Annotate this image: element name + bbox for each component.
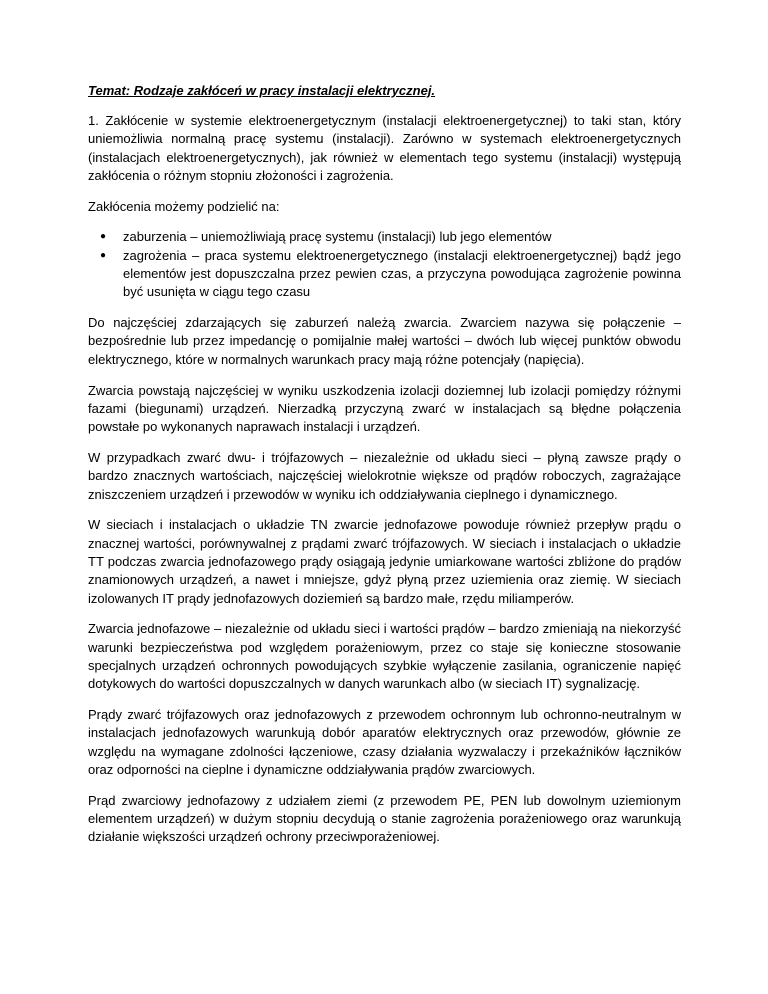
document-page [88, 82, 681, 859]
disturbance-types-list [88, 228, 681, 301]
list-item [88, 247, 681, 302]
paragraph-two-three-phase: W przypadkach zwarć dwu- i trójfazowych – niezależnie od układu sieci – płyną zawsze prądy o bardzo znacznych wartościach, najczęściej wielokrotnie większe od prądów roboczych, zagrażające zniszczeniem urządzeń i przewodów w wyniku ich oddziaływania cieplnego i dynamicznego. [88, 449, 681, 502]
paragraph-short-circuit-definition: Do najczęściej zdarzających się zaburzeń należą zwarcia. Zwarciem nazywa się połączenie – bezpośrednie lub przez impedancję o pomijalnie małej wartości – dwóch lub więcej punktów obwodu elektrycznego, które w normalnych warunkach pracy mają różne potencjały (napięcia). [88, 315, 681, 367]
paragraph-equipment-selection: Prądy zwarć trójfazowych oraz jednofazowych z przewodem ochronnym lub ochronno-neutralnym w instalacjach jednofazowych warunkują dobór aparatów elektrycznych oraz przewodów, głównie ze względu na wymagane zdolności łączeniowe, czasy działania wyzwalaczy i przekaźników łączników oraz odporności na cieplne i dynamiczne oddziaływania prądów zwarciowych. [88, 707, 681, 777]
paragraph-definition: 1. Zakłócenie w systemie elektroenergetycznym (instalacji elektroenergetycznej) to taki stan, który uniemożliwia normalną pracę systemu (instalacji). Zarówno w systemach elektroenergetycznych (instalacjach elektroenergetycznych), jak również w elementach tego systemu (instalacji) występują zakłócenia o różnym stopniu złożoności i zagrożenia. [88, 113, 681, 183]
paragraph-single-phase-safety: Zwarcia jednofazowe – niezależnie od układu sieci i wartości prądów – bardzo zmieniają na niekorzyść warunki bezpieczeństwa pod względem porażeniowym, przez co staje się konieczne stosowanie specjalnych urządzeń ochronnych powodujących szybkie wyłączenie zasilania, ograniczenie napięć dotykowych do wartości dopuszczalnych w danych warunkach albo (w sieciach IT) sygnalizację. [88, 621, 681, 692]
paragraph-network-systems: W sieciach i instalacjach o układzie TN zwarcie jednofazowe powoduje również przepływ prądu o znacznej wartości, porównywalnej z prądami zwarć trójfazowych. W sieciach i instalacjach o układzie TT podczas zwarcia jednofazowego prądy osiągają jedynie umiarkowane wartości zbliżone do prądów znamionowych urządzeń, a nawet i mniejsze, gdyż płyną przez uziemienia oraz ziemię. W sieciach izolowanych IT prądy jednofazowych doziemień są bardzo małe, rzędu miliamperów. [88, 517, 681, 606]
bullet-icon: ● [100, 231, 107, 243]
paragraph-earth-fault-current: Prąd zwarciowy jednofazowy z udziałem ziemi (z przewodem PE, PEN lub dowolnym uziemionym elementem urządzeń) w dużym stopniu decydują o stanie zagrożenia porażeniowego oraz warunkują działanie większości urządzeń ochrony przeciwporażeniowej. [88, 792, 681, 845]
list-item-text: zagrożenia – praca systemu elektroenergetycznego (instalacji elektroenergetycznej) bądź jego elementów jest dopuszczalna przez pewien czas, a przyczyna powodująca zagrożenie powinna być usunięta w ciągu tego czasu [123, 247, 681, 300]
list-item [88, 228, 681, 246]
document-title: Temat: Rodzaje zakłóceń w pracy instalacji elektrycznej. [88, 83, 436, 98]
bullet-icon: ● [100, 249, 107, 261]
list-item-text: zaburzenia – uniemożliwiają pracę systemu (instalacji) lub jego elementów [123, 229, 552, 245]
paragraph-list-intro: Zakłócenia możemy podzielić na: [88, 198, 280, 214]
paragraph-short-circuit-causes: Zwarcia powstają najczęściej w wyniku uszkodzenia izolacji doziemnej lub izolacji pomiędzy różnymi fazami (biegunami) urządzeń. Nierzadką przyczyną zwarć w instalacjach są błędne połączenia powstałe po wykonanych naprawach instalacji i urządzeń. [88, 382, 681, 435]
